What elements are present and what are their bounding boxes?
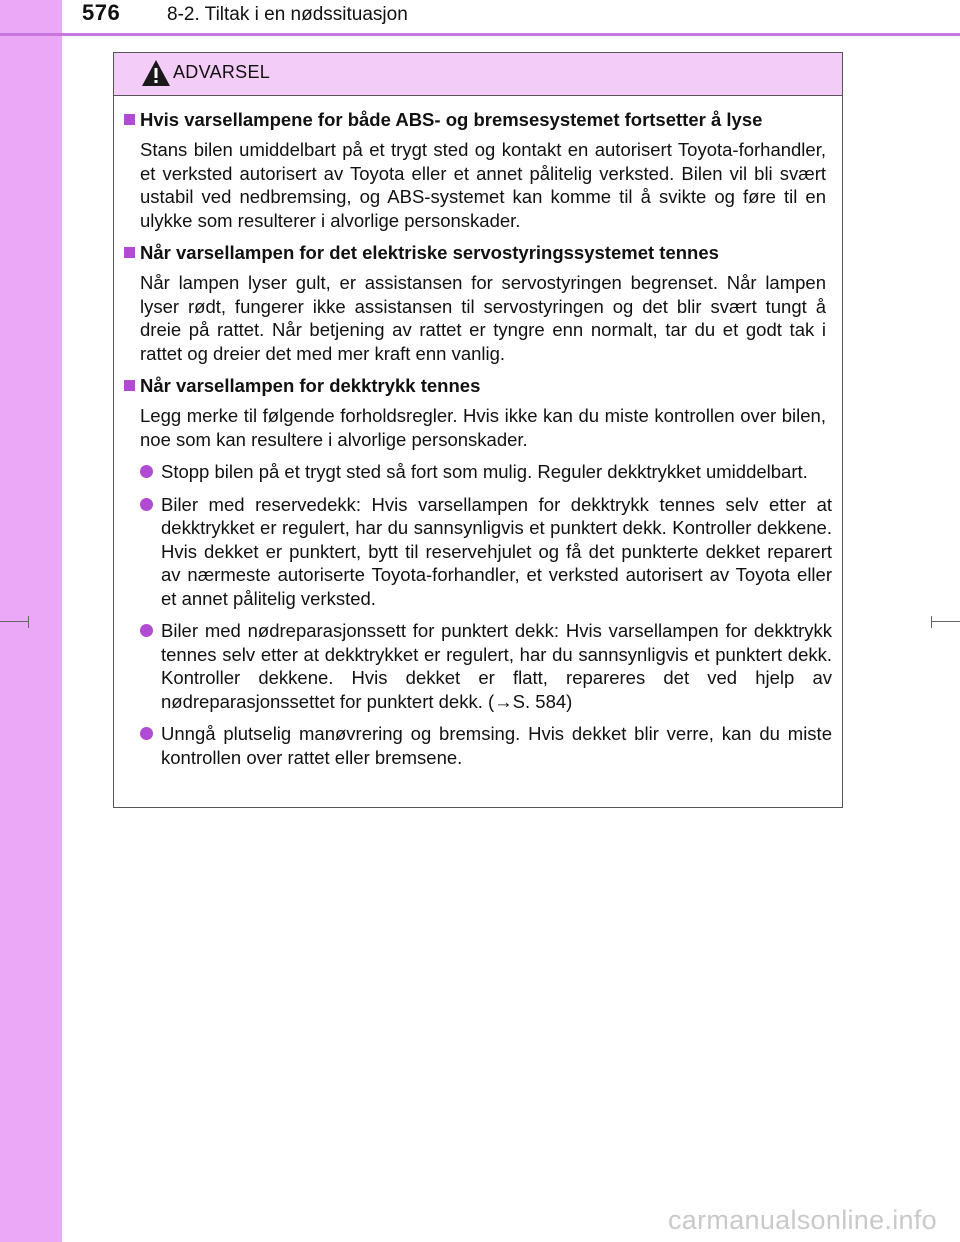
item-title: Når varsellampen for dekktrykk tennes xyxy=(140,375,481,396)
item-title: Når varsellampen for det elektriske servostyringssystemet tennes xyxy=(140,242,719,263)
warning-item-abs xyxy=(124,108,832,232)
list-item xyxy=(140,722,832,769)
warning-header xyxy=(114,53,842,96)
crop-mark-left xyxy=(0,621,28,622)
bullet-text: Unngå plutselig manøvrering og bremsing. Hvis dekket blir verre, kan du miste kontrollen over rattet eller bremsene. xyxy=(161,723,832,768)
page-number: 576 xyxy=(82,0,121,25)
crop-tick-right xyxy=(931,616,932,628)
crop-tick-left xyxy=(28,616,29,628)
round-bullet-icon xyxy=(140,465,153,478)
round-bullet-icon xyxy=(140,624,153,637)
bullet-text: Stopp bilen på et trygt sted så fort som mulig. Reguler dekktrykket umiddelbart. xyxy=(161,461,808,482)
warning-item-power-steering xyxy=(124,241,832,365)
section-title: 8-2. Tiltak i en nødssituasjon xyxy=(167,4,408,25)
bullet-text: Biler med reservedekk: Hvis varsellampen for dekktrykk tennes selv etter at dekktrykket er regulert, har du sannsynligvis et punktert dekk. Kontroller dekkene. Hvis dekket er punktert, bytt til reservehjulet og få det punkterte dekket reparert av nærmeste autoriserte Toyota-forhandler, et verksted autorisert av Toyota eller et annet pålitelig verksted. xyxy=(161,493,832,609)
item-body: Legg merke til følgende forholdsregler. Hvis ikke kan du miste kontrollen over bilen, noe som kan resultere i alvorlige personskader. xyxy=(140,405,826,450)
item-body: Stans bilen umiddelbart på et trygt sted og kontakt en autorisert Toyota-forhandler, et verksted autorisert av Toyota eller et annet pålitelig verksted. Bilen vil bli svært ustabil ved nedbremsing, og ABS-systemet kan komme til å svikte og føre til en ulykke som resulterer i alvorlige personskader. xyxy=(140,139,826,231)
warning-content xyxy=(114,96,842,769)
warning-triangle-icon xyxy=(141,59,171,87)
bullet-list xyxy=(140,460,832,769)
list-item xyxy=(140,493,832,611)
square-bullet-icon xyxy=(124,114,135,125)
warning-item-tire-pressure xyxy=(124,374,832,769)
square-bullet-icon xyxy=(124,247,135,258)
round-bullet-icon xyxy=(140,498,153,511)
list-item xyxy=(140,460,832,484)
round-bullet-icon xyxy=(140,727,153,740)
crop-mark-right xyxy=(932,621,960,622)
item-body: Når lampen lyser gult, er assistansen for servostyringen begrenset. Når lampen lyser rødt, fungerer ikke assistansen til servostyringen og det blir svært tungt å dreie på rattet. Når betjening av rattet er tyngre enn normalt, tar du et godt tak i rattet og dreier det med mer kraft enn vanlig. xyxy=(140,272,826,364)
list-item xyxy=(140,619,832,713)
item-title: Hvis varsellampene for både ABS- og bremsesystemet fortsetter å lyse xyxy=(140,109,763,130)
square-bullet-icon xyxy=(124,380,135,391)
warning-box xyxy=(113,52,843,808)
watermark: carmanualsonline.info xyxy=(668,1205,937,1235)
bullet-text: Biler med nødreparasjonssett for punktert dekk: Hvis varsellampen for dekktrykk tennes selv etter at dekktrykket er regulert, har du sannsynligvis et punktert dekk. Kontroller dekkene. Hvis dekket er flatt, repareres det ved hjelp av nødreparasjonssettet for punktert dekk. (→S. 584) xyxy=(161,620,832,712)
header-rule xyxy=(0,33,960,36)
warning-label: ADVARSEL xyxy=(173,62,271,82)
